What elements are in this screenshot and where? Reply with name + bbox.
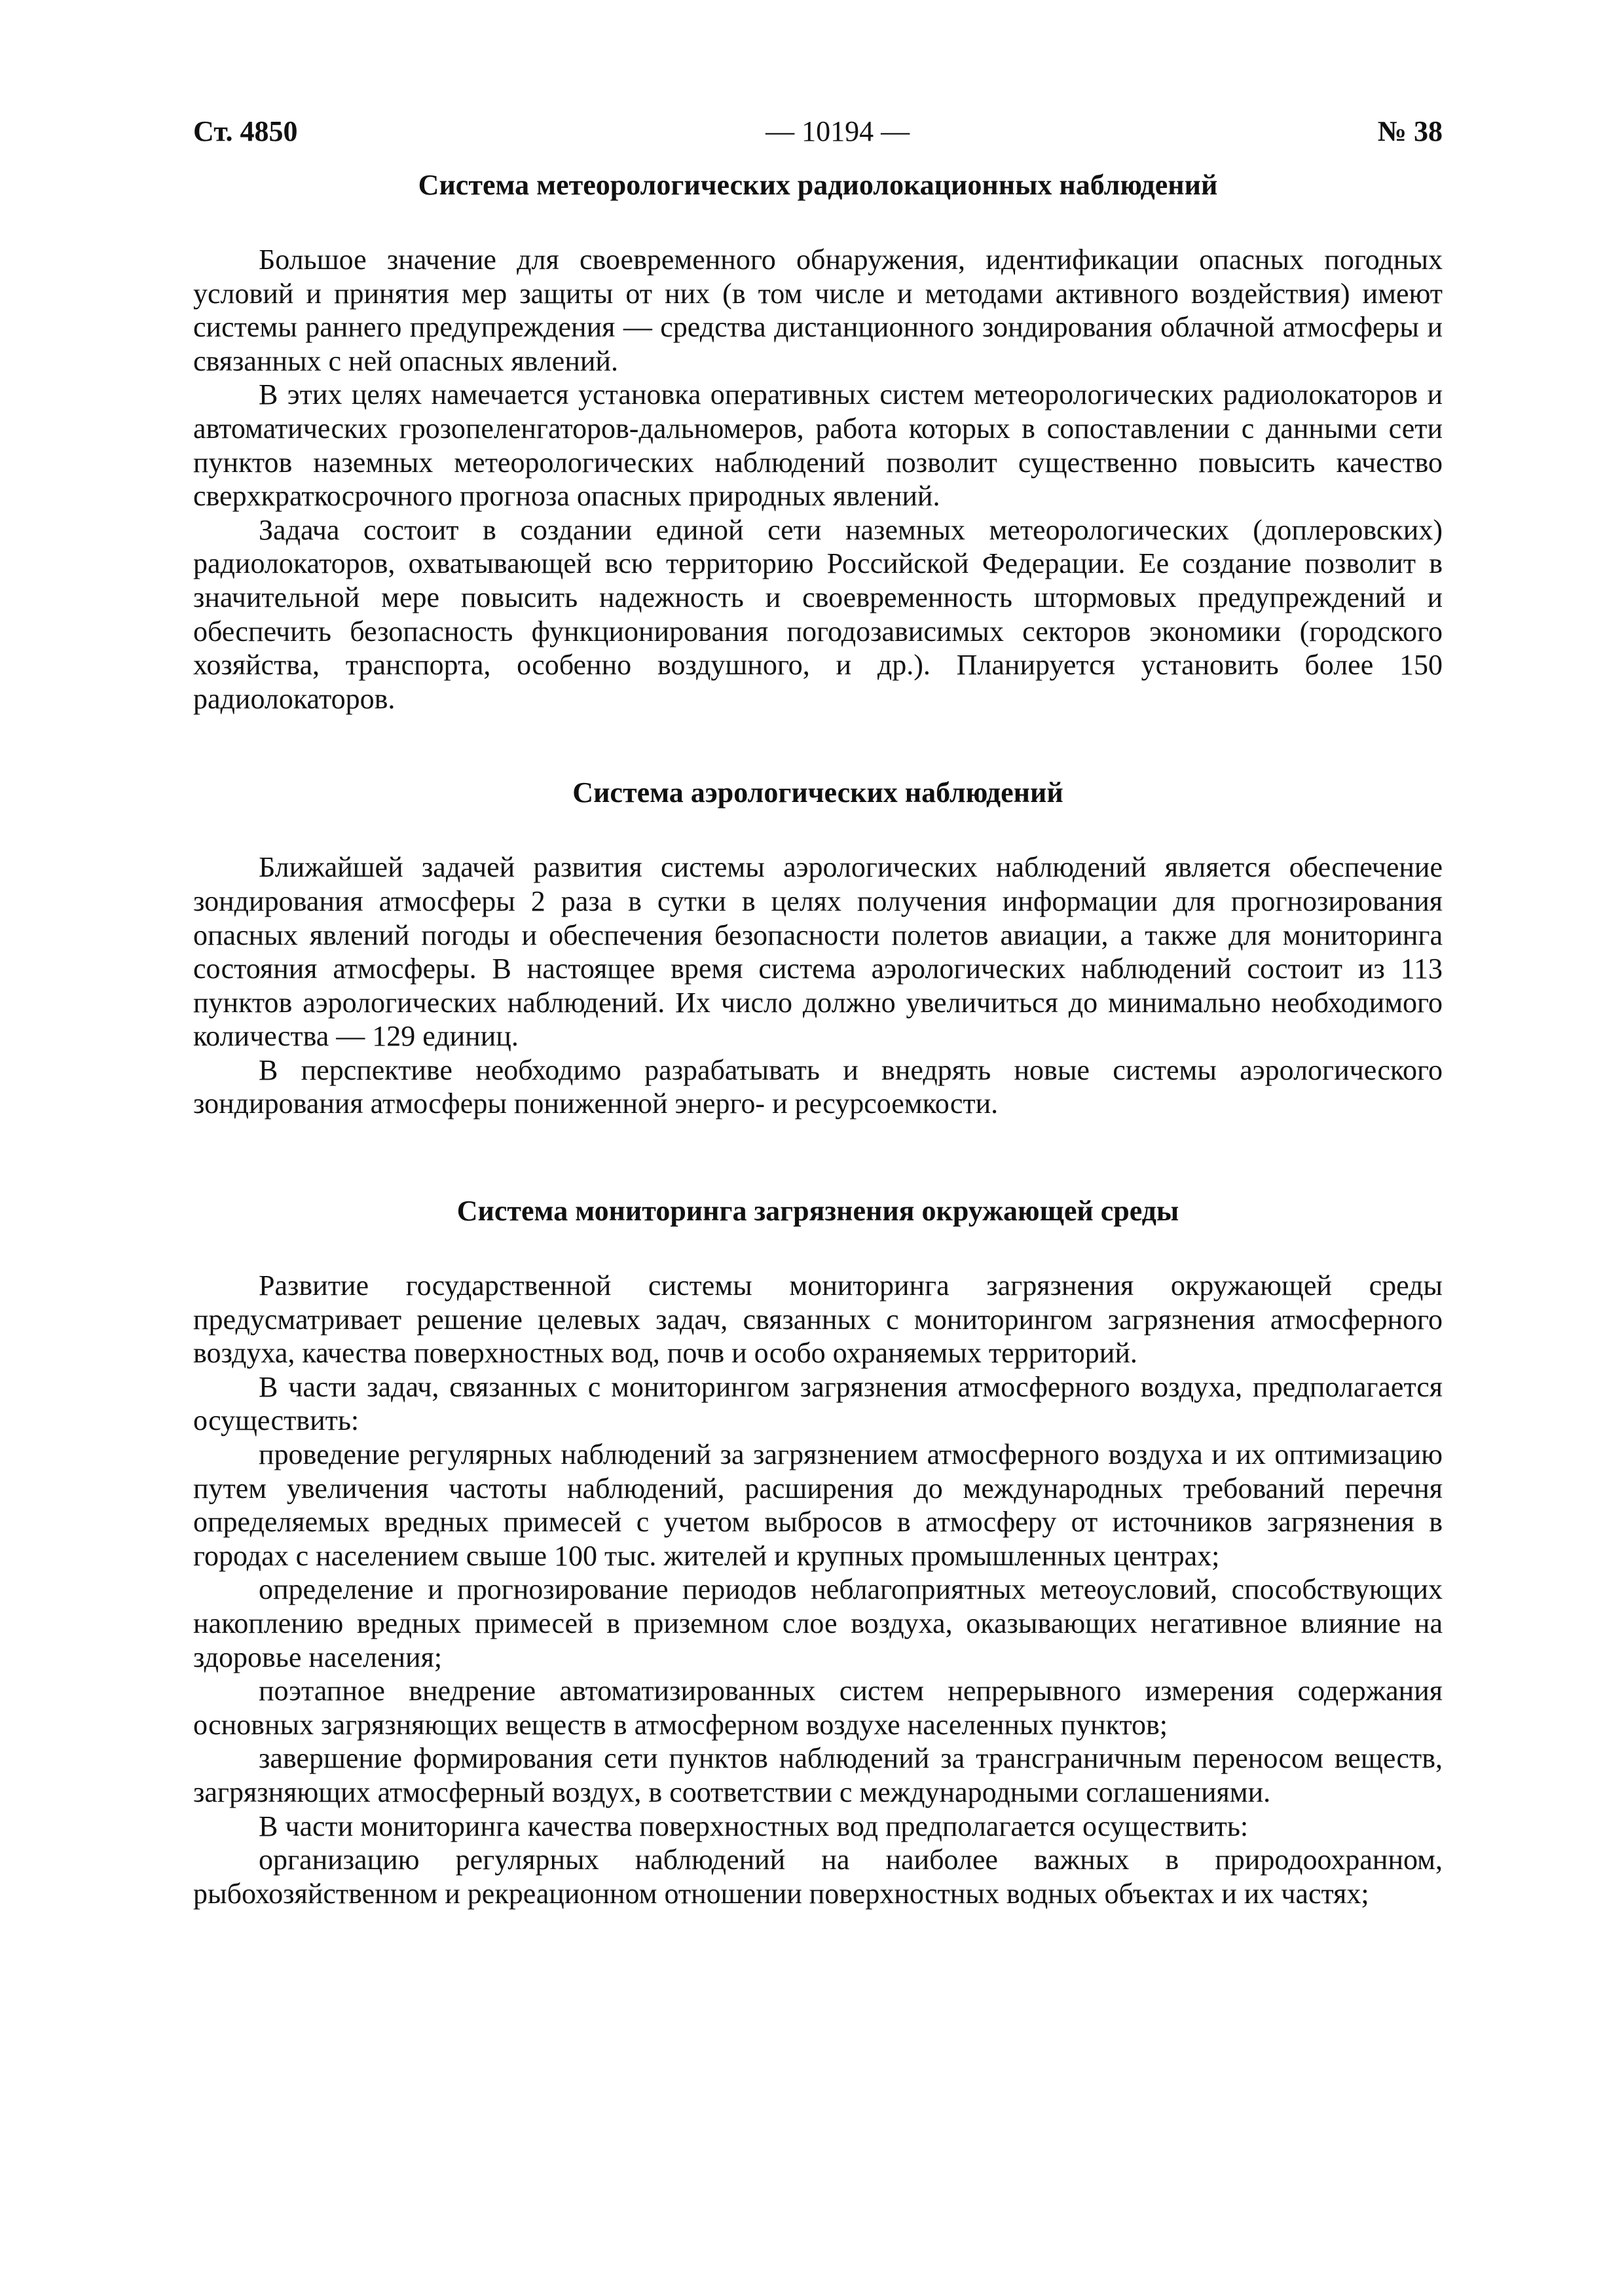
paragraph: В части задач, связанных с мониторингом загрязнения атмосферного воздуха, предполагается осуществить:	[193, 1370, 1443, 1437]
paragraph: В части мониторинга качества поверхностных вод предполагается осуществить:	[259, 1810, 1249, 1842]
list-item: определение и прогнозирование периодов неблагоприятных метеоусловий, способствующих накоплению вредных примесей в приземном слое воздуха, оказывающих негативное влияние на здоровье населения;	[193, 1573, 1443, 1673]
paragraph: В перспективе необходимо разрабатывать и внедрять новые системы аэрологического зондирования атмосферы пониженной энерго- и ресурсоемкости.	[193, 1053, 1443, 1120]
paragraph: Ближайшей задачей развития системы аэрологических наблюдений является обеспечение зондирования атмосферы 2 раза в сутки в целях получения информации для прогнозирования опасных явлений погоды и обеспечения безопасности полетов авиации, а также для мониторинга состояния атмосферы. В настоящее время система аэрологических наблюдений состоит из 113 пунктов аэрологических наблюдений. Их число должно увеличиться до минимально необходимого количества — 129 единиц.	[193, 851, 1443, 1053]
section-title-radar: Система метеорологических радиолокационных наблюдений	[418, 169, 1218, 201]
paragraph: В этих целях намечается установка оперативных систем метеорологических радиолокаторов и автоматических грозопеленгаторов-дальномеров, работа которых в сопоставлении с данными сети пунктов наземных метеорологических наблюдений позволит существенно повысить качество сверхкраткосрочного прогноза опасных природных явлений.	[193, 378, 1443, 513]
issue-number: № 38	[1377, 115, 1443, 147]
paragraph: Большое значение для своевременного обнаружения, идентификации опасных погодных условий и принятия мер защиты от них (в том числе и методами активного воздействия) имеют системы раннего предупреждения — средства дистанционного зондирования облачной атмосферы и связанных с ней опасных явлений.	[193, 244, 1443, 377]
list-item: организацию регулярных наблюдений на наиболее важных в природоохранном, рыбохозяйственном и рекреационном отношении поверхностных водных объектах и их частях;	[193, 1844, 1443, 1910]
page-header	[193, 115, 1443, 167]
section-title-aerological: Система аэрологических наблюдений	[572, 776, 1063, 809]
page-number: — 10194 —	[766, 115, 910, 147]
list-item: завершение формирования сети пунктов наблюдений за трансграничным переносом веществ, загрязняющих атмосферный воздух, в соответствии с международными соглашениями.	[193, 1742, 1443, 1808]
list-item: проведение регулярных наблюдений за загрязнением атмосферного воздуха и их оптимизацию путем увеличения частоты наблюдений, расширения до международных требований перечня определяемых вредных примесей с учетом выбросов в атмосферу от источников загрязнения в городах с населением свыше 100 тыс. жителей и крупных промышленных центрах;	[193, 1438, 1443, 1572]
list-item: поэтапное внедрение автоматизированных систем непрерывного измерения содержания основных загрязняющих веществ в атмосферном воздухе населенных пунктов;	[193, 1675, 1443, 1741]
section-title-pollution: Система мониторинга загрязнения окружающей среды	[456, 1195, 1179, 1228]
paragraph: Задача состоит в создании единой сети наземных метеорологических (доплеровских) радиолокаторов, охватывающей всю территорию Российской Федерации. Ее создание позволит в значительной мере повысить надежность и своевременность штормовых предупреждений и обеспечить безопасность функционирования погодозависимых секторов экономики (городского хозяйства, транспорта, особенно воздушного, и др.). Планируется установить более 150 радиолокаторов.	[193, 513, 1443, 715]
article-number: Ст. 4850	[193, 115, 298, 147]
paragraph: Развитие государственной системы мониторинга загрязнения окружающей среды предусматривает решение целевых задач, связанных с мониторингом загрязнения атмосферного воздуха, качества поверхностных вод, почв и особо охраняемых территорий.	[193, 1269, 1443, 1370]
document-page	[193, 115, 1443, 1910]
